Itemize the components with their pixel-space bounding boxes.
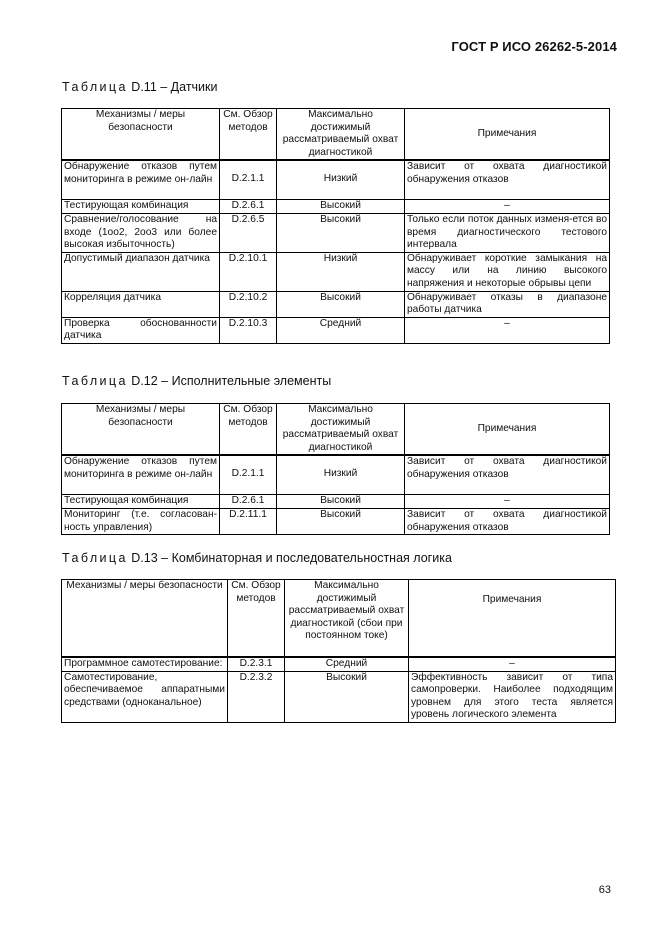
coverage-cell: Средний [285,657,409,671]
caption-title: D.11 – Датчики [131,80,218,94]
coverage-cell: Высокий [285,671,409,722]
mechanism-cell: Программное самотестирование: [62,657,228,671]
table-d11 [61,108,610,344]
mechanism-cell: Проверка обоснованности датчика [62,317,220,343]
table-header-row [62,404,610,456]
table-row [62,200,610,214]
notes-cell: Зависит от охвата диагностикой обнаружения отказов [405,455,610,495]
coverage-cell: Низкий [277,160,405,200]
mechanism-cell: Мониторинг (т.е. согласован-ность управления) [62,508,220,534]
table-row [62,160,610,200]
table-row [62,252,610,291]
notes-cell: – [405,495,610,509]
table-row [62,495,610,509]
notes-cell: Зависит от охвата диагностикой обнаружения отказов [405,508,610,534]
ref-cell: D.2.6.5 [220,213,277,252]
mechanism-cell: Допустимый диапазон датчика [62,252,220,291]
notes-cell: – [405,200,610,214]
ref-cell: D.2.3.2 [228,671,285,722]
mechanism-cell: Сравнение/голосование на входе (1oo2, 2oo3 или более высокая избыточность) [62,213,220,252]
table-d12 [61,403,610,535]
table-row [62,508,610,534]
table-d11-caption [62,80,218,94]
table-row [62,213,610,252]
notes-cell: Обнаруживает короткие замыкания на массу или на линию высокого напряжения и некоторые обрывы цепи [405,252,610,291]
coverage-cell: Высокий [277,200,405,214]
ref-cell: D.2.10.3 [220,317,277,343]
coverage-cell: Низкий [277,252,405,291]
coverage-cell: Высокий [277,291,405,317]
coverage-cell: Средний [277,317,405,343]
table-row [62,671,616,722]
ref-cell: D.2.1.1 [220,160,277,200]
notes-cell: – [405,317,610,343]
table-row [62,657,616,671]
notes-cell: – [409,657,616,671]
caption-word: Таблица [62,80,128,94]
header-coverage: Максимально достижимый рассматриваемый охват диагностикой [277,109,405,161]
page-number: 63 [598,884,611,896]
ref-cell: D.2.10.2 [220,291,277,317]
header-notes: Примечания [405,109,610,161]
mechanism-cell: Обнаружение отказов путем мониторинга в режиме он-лайн [62,160,220,200]
notes-cell: Эффективность зависит от типа самопроверки. Наиболее подходящим уровнем для этого теста является уровень логического элемента [409,671,616,722]
header-mechanisms: Механизмы / меры безопасности [62,404,220,456]
header-ref: См. Обзор методов [220,109,277,161]
header-mechanisms: Механизмы / меры безопасности [62,580,228,658]
header-coverage: Максимально достижимый рассматриваемый охват диагностикой (сбои при постоянном токе) [285,580,409,658]
mechanism-cell: Самотестирование, обеспечиваемое аппаратными средствами (одноканальное) [62,671,228,722]
caption-word: Таблица [62,374,128,388]
ref-cell: D.2.6.1 [220,200,277,214]
caption-word: Таблица [62,551,128,565]
caption-title: D.12 – Исполнительные элементы [131,374,332,388]
notes-cell: Только если поток данных изменя-ется во время диагностического тестового интервала [405,213,610,252]
coverage-cell: Высокий [277,508,405,534]
mechanism-cell: Тестирующая комбинация [62,495,220,509]
header-notes: Примечания [405,404,610,456]
notes-cell: Обнаруживает отказы в диапазоне работы датчика [405,291,610,317]
header-ref: См. Обзор методов [228,580,285,658]
mechanism-cell: Обнаружение отказов путем мониторинга в режиме он-лайн [62,455,220,495]
table-d13 [61,579,616,723]
header-ref: См. Обзор методов [220,404,277,456]
coverage-cell: Низкий [277,455,405,495]
header-mechanisms: Механизмы / меры безопасности [62,109,220,161]
header-notes: Примечания [409,580,616,658]
notes-cell: Зависит от охвата диагностикой обнаружения отказов [405,160,610,200]
coverage-cell: Высокий [277,213,405,252]
table-row [62,317,610,343]
document-standard-header: ГОСТ Р ИСО 26262-5-2014 [451,39,617,54]
ref-cell: D.2.11.1 [220,508,277,534]
mechanism-cell: Корреляция датчика [62,291,220,317]
table-row [62,455,610,495]
table-d12-caption [62,374,331,388]
header-coverage: Максимально достижимый рассматриваемый охват диагностикой [277,404,405,456]
table-row [62,291,610,317]
ref-cell: D.2.3.1 [228,657,285,671]
caption-title: D.13 – Комбинаторная и последовательностная логика [131,551,452,565]
ref-cell: D.2.1.1 [220,455,277,495]
coverage-cell: Высокий [277,495,405,509]
ref-cell: D.2.6.1 [220,495,277,509]
table-d13-caption [62,551,452,565]
ref-cell: D.2.10.1 [220,252,277,291]
table-header-row [62,580,616,658]
mechanism-cell: Тестирующая комбинация [62,200,220,214]
table-header-row [62,109,610,161]
